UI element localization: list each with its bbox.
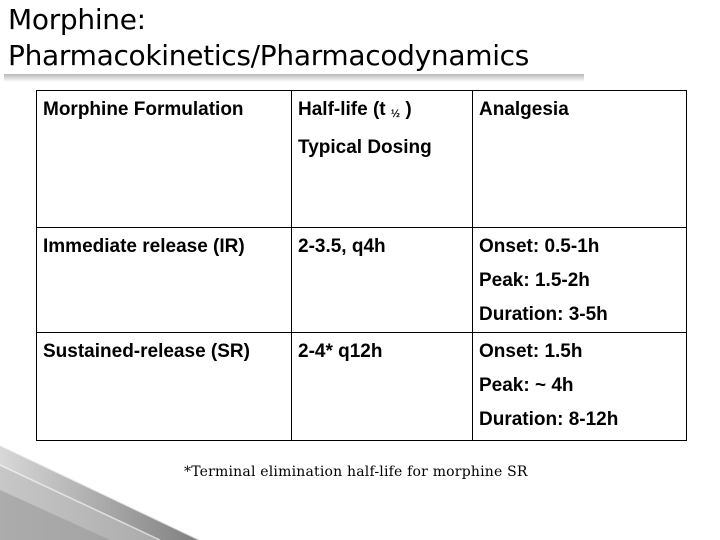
analgesia-duration: Duration: 3-5h	[479, 304, 608, 325]
cell-analgesia	[473, 333, 687, 441]
header-half-life-line-1: Half-life (t ½ )	[298, 99, 412, 120]
corner-decoration	[0, 445, 200, 540]
header-half-life-line-2: Typical Dosing	[298, 137, 432, 158]
slide-title-line-2: Pharmacokinetics/Pharmacodynamics	[8, 39, 530, 72]
table-header-row	[37, 91, 687, 228]
header-formulation: Morphine Formulation	[37, 91, 292, 228]
slide-title	[8, 2, 529, 74]
cell-formulation: Immediate release (IR)	[37, 228, 292, 333]
slide-title-line-1: Morphine:	[8, 3, 146, 36]
cell-formulation: Sustained-release (SR)	[37, 333, 292, 441]
analgesia-peak: Peak: ~ 4h	[479, 375, 574, 396]
footnote: *Terminal elimination half-life for morphine SR	[184, 464, 528, 480]
header-analgesia: Analgesia	[473, 91, 687, 228]
pk-table	[36, 90, 687, 441]
header-half-life	[292, 91, 473, 228]
title-underline-shadow	[4, 74, 584, 82]
analgesia-duration: Duration: 8-12h	[479, 409, 619, 430]
cell-analgesia	[473, 228, 687, 333]
table-row	[37, 333, 687, 441]
cell-dosing: 2-3.5, q4h	[292, 228, 473, 333]
table-row	[37, 228, 687, 333]
analgesia-peak: Peak: 1.5-2h	[479, 270, 590, 291]
analgesia-onset: Onset: 1.5h	[479, 341, 583, 362]
cell-dosing: 2-4* q12h	[292, 333, 473, 441]
analgesia-onset: Onset: 0.5-1h	[479, 236, 600, 257]
